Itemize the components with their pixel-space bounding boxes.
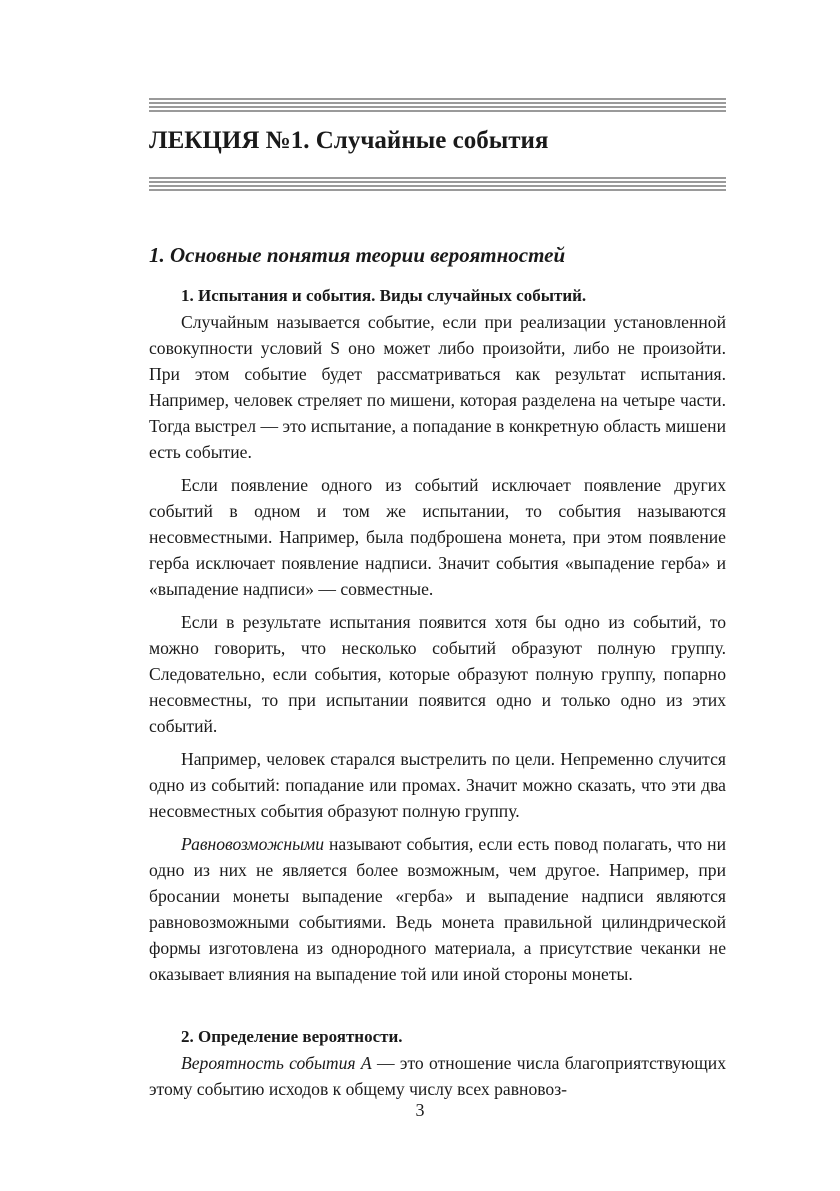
title-rule-top	[149, 98, 726, 114]
paragraph-3: Если в результате испытания появится хотя бы одно из событий, то можно говорить, что несколько событий образуют полную группу. Следовательно, если события, которые образуют полную группу, попарно несовместны, то при испытании появится одно и только одно из этих событий.	[149, 612, 726, 736]
body-text	[149, 283, 726, 1102]
paragraph-6	[149, 1050, 726, 1102]
section-title: 1. Основные понятия теории вероятностей	[149, 243, 566, 267]
paragraph-5	[149, 831, 726, 987]
paragraph-5-text: называют события, если есть повод полагать, что ни одно из них не является более возможным, чем другое. Например, при бросании монеты выпадение «герба» и выпадение надписи являются равновозможными событиями. Ведь монета правильной цилиндрической формы изготовлена из однородного материала, а присутствие чеканки не оказывает влияния на выпадение той или иной стороны монеты.	[149, 834, 726, 984]
paragraph-6-text: — это отношение числа благоприятствующих этому событию исходов к общему числу всех равновоз-	[149, 1053, 727, 1099]
lecture-title: ЛЕКЦИЯ №1. Случайные события	[149, 127, 549, 154]
page-number: 3	[415, 1100, 425, 1120]
subsection-heading-1: 1. Испытания и события. Виды случайных событий.	[181, 286, 587, 305]
paragraph-2: Если появление одного из событий исключает появление других событий в одном и том же испытании, то события называются несовместными. Например, была подброшена монета, при этом появление герба исключает появление надписи. Значит события «выпадение герба» и «выпадение надписи» — совместные.	[149, 475, 726, 599]
title-rule-bottom	[149, 177, 726, 193]
term-probability: Вероятность события A	[181, 1053, 372, 1073]
paragraph-1: Случайным называется событие, если при реализации установленной совокупности условий S оно может либо произойти, либо не произойти. При этом событие будет рассматриваться как результат испытания. Например, человек стреляет по мишени, которая разделена на четыре части. Тогда выстрел — это испытание, а попадание в конкретную область мишени есть событие.	[149, 312, 726, 462]
paragraph-4: Например, человек старался выстрелить по цели. Непременно случится одно из событий: попадание или промах. Значит можно сказать, что эти два несовместных события образуют полную группу.	[149, 749, 726, 821]
term-equiprobable: Равновозможными	[181, 834, 325, 854]
subsection-heading-2: 2. Определение вероятности.	[181, 1027, 403, 1046]
